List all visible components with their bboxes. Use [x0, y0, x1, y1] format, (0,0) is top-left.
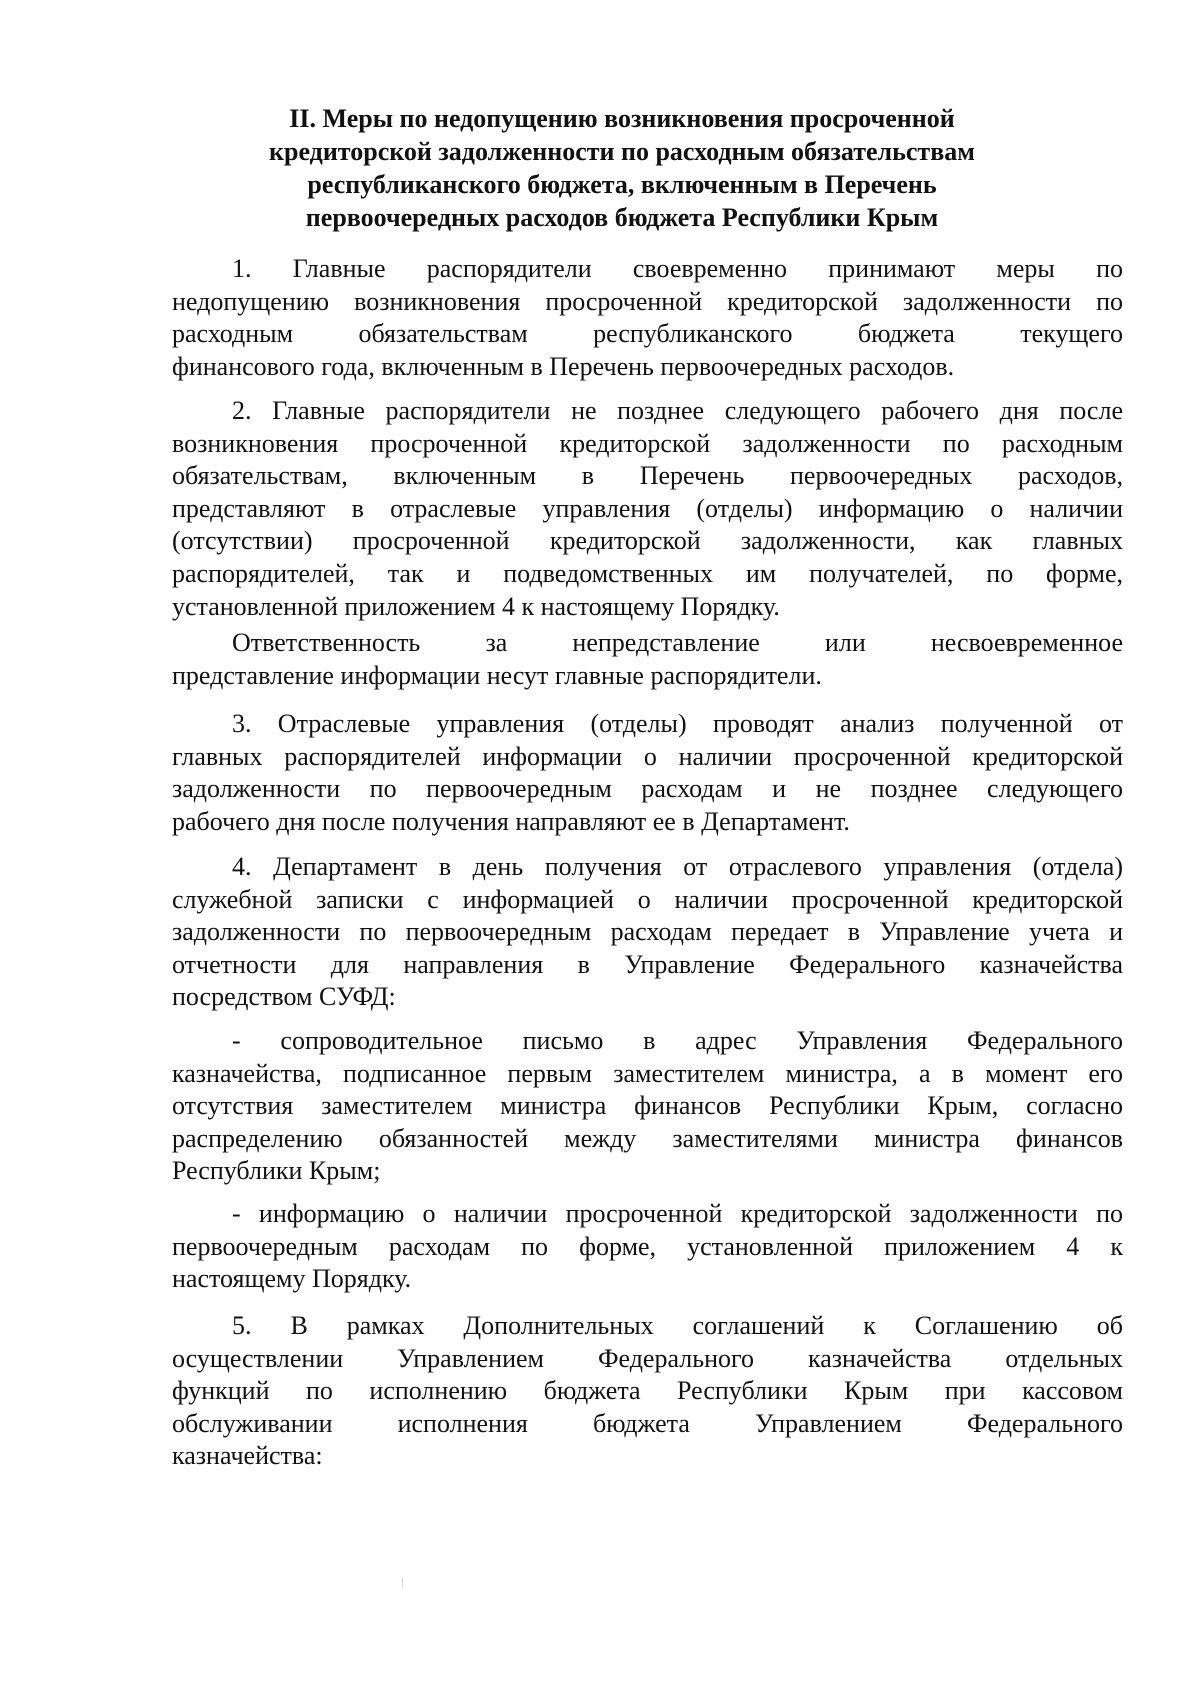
text-line: - сопроводительное письмо в адрес Управления Федерального [232, 1026, 1123, 1055]
text-line: обязательствам, включенным в Перечень первоочередных расходов, [172, 461, 1123, 491]
text-line: представляют в отраслевые управления (отделы) информацию о наличии [172, 493, 1123, 523]
scan-artifact [402, 1578, 403, 1588]
text-line: настоящему Порядку. [172, 1264, 412, 1294]
text-line: казначейства, подписанное первым заместителем министра, а в момент его [172, 1058, 1123, 1088]
text-line: финансового года, включенным в Перечень первоочередных расходов. [172, 351, 955, 381]
text-line: распределению обязанностей между заместителями министра финансов [172, 1123, 1123, 1153]
paragraph-responsibility [172, 627, 1123, 692]
text-line: недопущению возникновения просроченной кредиторской задолженности по [172, 286, 1123, 316]
heading-line: II. Меры по недопущению возникновения просроченной [289, 104, 955, 133]
text-line: расходным обязательствам республиканского бюджета текущего [172, 319, 1123, 349]
paragraph-4 [172, 851, 1123, 1014]
list-item-cover-letter [172, 1025, 1123, 1188]
text-line: - информацию о наличии просроченной кредиторской задолженности по [232, 1199, 1123, 1228]
text-line: функций по исполнению бюджета Республики Крым при кассовом [172, 1376, 1123, 1406]
text-line: задолженности по первоочередным расходам и не позднее следующего [172, 774, 1123, 804]
paragraph-3 [172, 708, 1123, 838]
paragraph-5 [172, 1310, 1123, 1473]
text-line: казначейства: [172, 1441, 323, 1471]
paragraph-1 [172, 253, 1123, 383]
text-line: представление информации несут главные распорядители. [172, 660, 822, 690]
text-line: задолженности по первоочередным расходам передает в Управление учета и [172, 917, 1123, 947]
text-line: служебной записки с информацией о наличии просроченной кредиторской [172, 884, 1123, 914]
text-line: 4. Департамент в день получения от отраслевого управления (отдела) [232, 852, 1123, 881]
text-line: отсутствия заместителем министра финансов Республики Крым, согласно [172, 1091, 1123, 1121]
text-line: рабочего дня после получения направляют ее в Департамент. [172, 806, 850, 836]
text-line: первоочередным расходам по форме, установленной приложением 4 к [172, 1231, 1123, 1261]
text-line: обслуживании исполнения бюджета Управлением Федерального [172, 1408, 1123, 1438]
section-heading [172, 102, 1072, 234]
text-line: распорядителей, так и подведомственных им получателей, по форме, [172, 558, 1123, 588]
text-line: возникновения просроченной кредиторской задолженности по расходным [172, 428, 1123, 458]
text-line: осуществлении Управлением Федерального казначейства отдельных [172, 1343, 1123, 1373]
list-item-information [172, 1198, 1123, 1296]
text-line: главных распорядителей информации о наличии просроченной кредиторской [172, 741, 1123, 771]
text-line: 5. В рамках Дополнительных соглашений к Соглашению об [232, 1311, 1123, 1340]
text-line: Ответственность за непредставление или несвоевременное [232, 628, 1123, 657]
text-line: отчетности для направления в Управление Федерального казначейства [172, 949, 1123, 979]
text-line: (отсутствии) просроченной кредиторской задолженности, как главных [172, 526, 1123, 556]
heading-line: кредиторской задолженности по расходным обязательствам [269, 137, 975, 166]
text-line: Республики Крым; [172, 1156, 381, 1186]
text-line: посредством СУФД: [172, 982, 396, 1012]
paragraph-2 [172, 395, 1123, 623]
text-line: 3. Отраслевые управления (отделы) проводят анализ полученной от [232, 709, 1123, 738]
heading-line: первоочередных расходов бюджета Республики Крым [305, 203, 939, 232]
text-line: 2. Главные распорядители не позднее следующего рабочего дня после [232, 396, 1123, 425]
text-line: 1. Главные распорядители своевременно принимают меры по [232, 254, 1123, 283]
heading-line: республиканского бюджета, включенным в Перечень [307, 170, 937, 199]
text-line: установленной приложением 4 к настоящему Порядку. [172, 591, 780, 621]
